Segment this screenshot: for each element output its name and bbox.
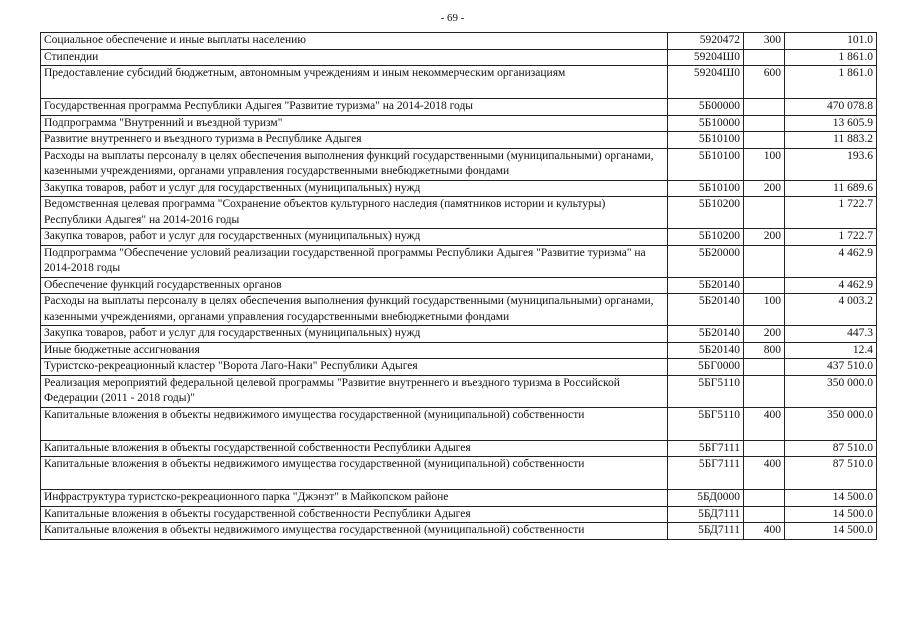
row-code: 59204Ш0: [668, 49, 744, 66]
table-row: [41, 294, 877, 326]
row-type: 400: [744, 407, 785, 440]
row-name: Капитальные вложения в объекты недвижимого имущества государственной (муниципальной) собственности: [41, 457, 668, 490]
row-code: 5Б10000: [668, 115, 744, 132]
row-name: Подпрограмма "Внутренний и въездной туризм": [41, 115, 668, 132]
row-name: Иные бюджетные ассигнования: [41, 342, 668, 359]
row-code: 5Б20140: [668, 342, 744, 359]
row-amount: 11 883.2: [785, 132, 877, 149]
row-amount: 1 722.7: [785, 197, 877, 229]
row-name: Расходы на выплаты персоналу в целях обеспечения выполнения функций государственными (муниципальными) органами, казенными учреждениями, органами управления государственными внебюджетными фондами: [41, 294, 668, 326]
row-type: [744, 277, 785, 294]
table-row: [41, 359, 877, 376]
row-type: [744, 49, 785, 66]
table-row: [41, 49, 877, 66]
row-code: 5БГ5110: [668, 407, 744, 440]
table-row: [41, 99, 877, 116]
table-row: [41, 506, 877, 523]
row-name: Закупка товаров, работ и услуг для государственных (муниципальных) нужд: [41, 229, 668, 246]
row-code: 5БГ5110: [668, 375, 744, 407]
row-type: [744, 115, 785, 132]
row-code: 5БД7111: [668, 506, 744, 523]
row-code: 5Б00000: [668, 99, 744, 116]
table-row: [41, 407, 877, 440]
row-code: 5БГ7111: [668, 440, 744, 457]
table-row: [41, 277, 877, 294]
row-amount: 87 510.0: [785, 457, 877, 490]
row-name: Предоставление субсидий бюджетным, автономным учреждениям и иным некоммерческим организациям: [41, 66, 668, 99]
row-code: 5920472: [668, 33, 744, 50]
row-amount: 1 861.0: [785, 66, 877, 99]
row-amount: 11 689.6: [785, 180, 877, 197]
row-amount: 1 861.0: [785, 49, 877, 66]
row-code: 5БД7111: [668, 523, 744, 540]
row-code: 5БГ7111: [668, 457, 744, 490]
table-row: [41, 132, 877, 149]
row-amount: 12.4: [785, 342, 877, 359]
row-name: Закупка товаров, работ и услуг для государственных (муниципальных) нужд: [41, 180, 668, 197]
row-name: Развитие внутреннего и въездного туризма в Республике Адыгея: [41, 132, 668, 149]
row-type: 800: [744, 342, 785, 359]
table-row: [41, 523, 877, 540]
row-amount: 14 500.0: [785, 506, 877, 523]
row-amount: 13 605.9: [785, 115, 877, 132]
row-amount: 470 078.8: [785, 99, 877, 116]
row-type: [744, 359, 785, 376]
table-row: [41, 180, 877, 197]
row-code: 5Б10100: [668, 132, 744, 149]
row-type: [744, 197, 785, 229]
table-row: [41, 33, 877, 50]
row-name: Туристско-рекреационный кластер "Ворота Лаго-Наки" Республики Адыгея: [41, 359, 668, 376]
row-type: [744, 375, 785, 407]
table-row: [41, 197, 877, 229]
row-code: 5Б20140: [668, 277, 744, 294]
row-name: Социальное обеспечение и иные выплаты населению: [41, 33, 668, 50]
row-type: 400: [744, 457, 785, 490]
row-name: Капитальные вложения в объекты государственной собственности Республики Адыгея: [41, 506, 668, 523]
row-type: 200: [744, 180, 785, 197]
row-name: Стипендии: [41, 49, 668, 66]
row-name: Реализация мероприятий федеральной целевой программы "Развитие внутреннего и въездного туризма в Российской Федерации (2011 - 2018 годы)": [41, 375, 668, 407]
row-type: 200: [744, 229, 785, 246]
row-type: 100: [744, 148, 785, 180]
row-amount: 437 510.0: [785, 359, 877, 376]
row-amount: 193.6: [785, 148, 877, 180]
page-number: - 69 -: [440, 12, 465, 24]
budget-table: [40, 32, 877, 540]
row-name: Ведомственная целевая программа "Сохранение объектов культурного наследия (памятников истории и культуры) Республики Адыгея" на 2014-2016 годы: [41, 197, 668, 229]
row-name: Капитальные вложения в объекты государственной собственности Республики Адыгея: [41, 440, 668, 457]
row-amount: 350 000.0: [785, 375, 877, 407]
row-name: Обеспечение функций государственных органов: [41, 277, 668, 294]
table-row: [41, 245, 877, 277]
row-type: [744, 245, 785, 277]
row-code: 5Б10200: [668, 229, 744, 246]
row-amount: 447.3: [785, 326, 877, 343]
row-type: 300: [744, 33, 785, 50]
row-amount: 1 722.7: [785, 229, 877, 246]
row-amount: 87 510.0: [785, 440, 877, 457]
row-code: 5Б10100: [668, 180, 744, 197]
row-name: Капитальные вложения в объекты недвижимого имущества государственной (муниципальной) собственности: [41, 407, 668, 440]
row-code: 5Б10100: [668, 148, 744, 180]
row-name: Инфраструктура туристско-рекреационного парка "Джэнэт" в Майкопском районе: [41, 490, 668, 507]
table-row: [41, 66, 877, 99]
row-amount: 14 500.0: [785, 523, 877, 540]
row-amount: 14 500.0: [785, 490, 877, 507]
row-type: 200: [744, 326, 785, 343]
row-code: 59204Ш0: [668, 66, 744, 99]
row-type: [744, 506, 785, 523]
table-row: [41, 326, 877, 343]
row-code: 5БГ0000: [668, 359, 744, 376]
row-code: 5Б20140: [668, 294, 744, 326]
row-type: [744, 99, 785, 116]
row-type: 400: [744, 523, 785, 540]
row-code: 5Б20000: [668, 245, 744, 277]
row-name: Капитальные вложения в объекты недвижимого имущества государственной (муниципальной) собственности: [41, 523, 668, 540]
table-row: [41, 375, 877, 407]
row-type: 600: [744, 66, 785, 99]
row-amount: 4 462.9: [785, 245, 877, 277]
row-code: 5Б20140: [668, 326, 744, 343]
row-type: 100: [744, 294, 785, 326]
table-row: [41, 440, 877, 457]
table-row: [41, 148, 877, 180]
row-type: [744, 490, 785, 507]
row-type: [744, 440, 785, 457]
row-name: Расходы на выплаты персоналу в целях обеспечения выполнения функций государственными (муниципальными) органами, казенными учреждениями, органами управления государственными внебюджетными фондами: [41, 148, 668, 180]
row-amount: 4 003.2: [785, 294, 877, 326]
row-amount: 101.0: [785, 33, 877, 50]
table-row: [41, 115, 877, 132]
table-row: [41, 229, 877, 246]
table-row: [41, 457, 877, 490]
row-code: 5БД0000: [668, 490, 744, 507]
row-name: Подпрограмма "Обеспечение условий реализации государственной программы Республики Адыгея "Развитие туризма" на 2014-2018 годы: [41, 245, 668, 277]
row-amount: 350 000.0: [785, 407, 877, 440]
table-row: [41, 490, 877, 507]
table-row: [41, 342, 877, 359]
row-name: Закупка товаров, работ и услуг для государственных (муниципальных) нужд: [41, 326, 668, 343]
row-name: Государственная программа Республики Адыгея "Развитие туризма" на 2014-2018 годы: [41, 99, 668, 116]
row-amount: 4 462.9: [785, 277, 877, 294]
row-type: [744, 132, 785, 149]
row-code: 5Б10200: [668, 197, 744, 229]
